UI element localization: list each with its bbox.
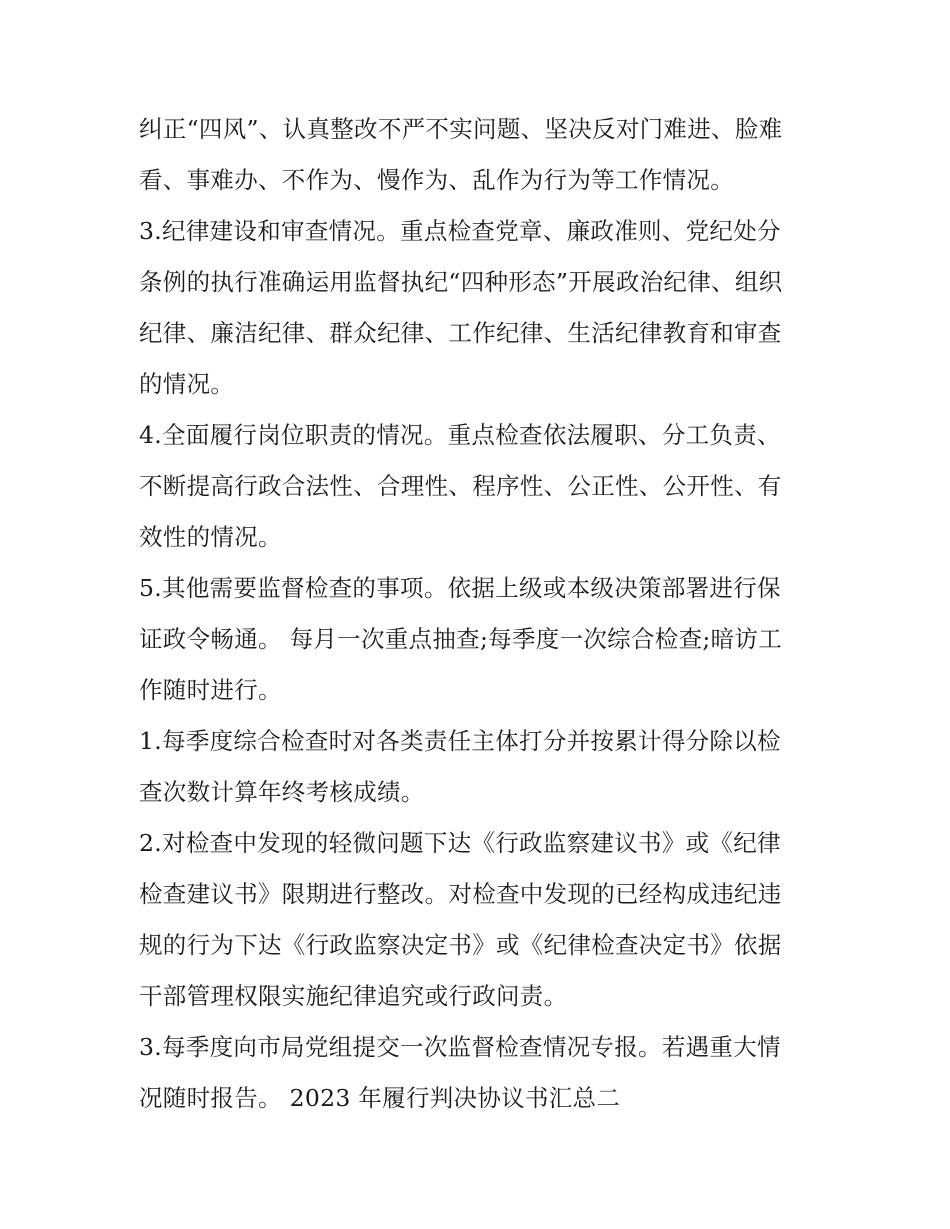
text-line: 条例的执行准确运用监督执纪“四种形态”开展政治纪律、组织: [139, 268, 783, 296]
text-line: 3.每季度向市局党组提交一次监督检查情况专报。若遇重大情: [139, 1033, 781, 1061]
text-line: 纠正“四风”、认真整改不严不实问题、坚决反对门难进、脸难: [139, 115, 783, 143]
text-line: 效性的情况。: [139, 523, 282, 551]
text-line: 规的行为下达《行政监察决定书》或《纪律检查决定书》依据: [139, 931, 782, 959]
text-line: 查次数计算年终考核成绩。: [139, 778, 425, 806]
text-line: 的情况。: [139, 370, 235, 398]
text-line: 看、事难办、不作为、慢作为、乱作为行为等工作情况。: [139, 166, 734, 194]
text-line: 证政令畅通。 每月一次重点抽查;每季度一次综合检查;暗访工: [139, 625, 783, 653]
document-body: [139, 104, 819, 1124]
text-line: 3.纪律建设和审查情况。重点检查党章、廉政准则、党纪处分: [139, 217, 781, 245]
text-line: 4.全面履行岗位职责的情况。重点检查依法履职、分工负责、: [139, 421, 781, 449]
text-line: 不断提高行政合法性、合理性、程序性、公正性、公开性、有: [139, 472, 782, 500]
text-line: 1.每季度综合检查时对各类责任主体打分并按累计得分除以检: [139, 727, 781, 755]
text-line: 检查建议书》限期进行整改。对检查中发现的已经构成违纪违: [139, 880, 782, 908]
text-line: 2.对检查中发现的轻微问题下达《行政监察建议书》或《纪律: [139, 829, 781, 857]
text-line: 干部管理权限实施纪律追究或行政问责。: [139, 982, 568, 1010]
text-line: 纪律、廉洁纪律、群众纪律、工作纪律、生活纪律教育和审查: [139, 319, 782, 347]
text-line: 况随时报告。 2023 年履行判决协议书汇总二: [139, 1084, 621, 1112]
text-line: 作随时进行。: [139, 676, 282, 704]
text-line: 5.其他需要监督检查的事项。依据上级或本级决策部署进行保: [139, 574, 781, 602]
